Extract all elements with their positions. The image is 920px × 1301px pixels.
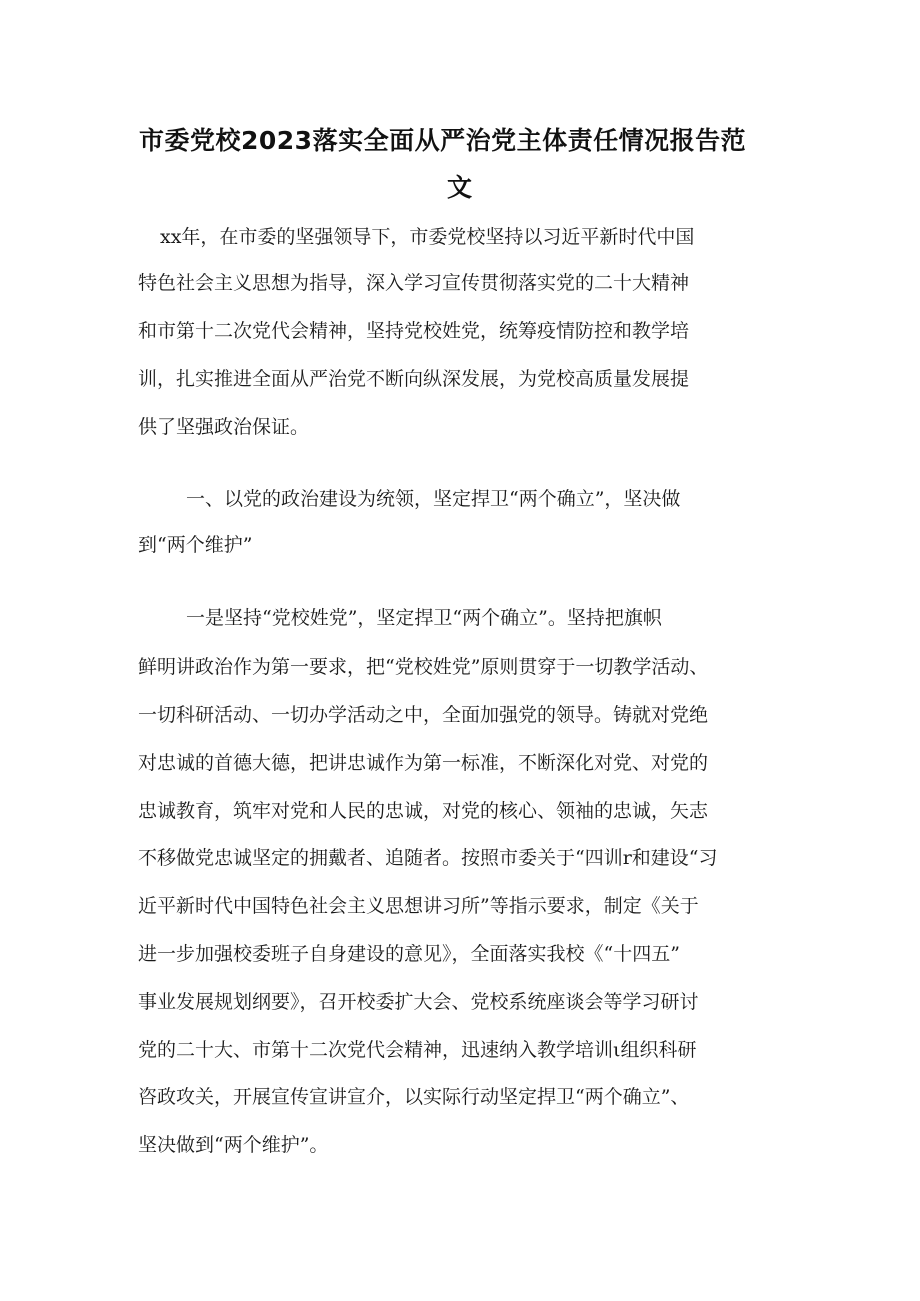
paragraph-3-line-10: 党的二十大、市第十二次党代会精神，迅速纳入教学培训ι组织科研 (138, 1039, 697, 1061)
paragraph-1-line-1: xx年，在市委的坚强领导下，市委党校坚持以习近平新时代中国 (160, 226, 695, 248)
paragraph-1-line-3: 和市第十二次党代会精神，坚持党校姓党，统筹疫情防控和教学培 (138, 320, 690, 342)
paragraph-3-line-4: 对忠诚的首德大德，把讲忠诚作为第一标准，不断深化对党、对党的 (138, 752, 709, 774)
document-title-line-2: 文 (447, 173, 473, 202)
paragraph-3-line-5: 忠诚教育，筑牢对党和人民的忠诚，对党的核心、领袖的忠诚，矢志 (138, 800, 709, 822)
paragraph-3-line-2: 鲜明讲政治作为第一要求，把“党校姓党”原则贯穿于一切教学活动、 (138, 656, 709, 678)
paragraph-3-line-8: 进一步加强校委班子自身建设的意见》，全面落实我校《“十四五” (138, 943, 680, 965)
paragraph-3-line-1: 一是坚持“党校姓党”，坚定捍卫“两个确立”。坚持把旗帜 (186, 607, 662, 629)
paragraph-3-line-7: 近平新时代中国特色社会主义思想讲习所”等指示要求，制定《关于 (138, 895, 699, 917)
paragraph-3-line-11: 咨政攻关，开展宣传宣讲宣介，以实际行动坚定捍卫“两个确立”、 (138, 1086, 690, 1108)
paragraph-3-line-12: 坚决做到“两个维护”。 (138, 1134, 329, 1156)
document-title-line-1: 市委党校2023落实全面从严治党主体责任情况报告范 (139, 126, 747, 155)
paragraph-1-line-2: 特色社会主义思想为指导，深入学习宣传贯彻落实党的二十大精神 (138, 272, 690, 294)
section-heading-line-2: 到“两个维护” (138, 534, 253, 556)
paragraph-3-line-6: 不移做党忠诚坚定的拥戴者、追随者。按照市委关于“四训r和建设“习 (138, 847, 718, 869)
paragraph-1-line-5: 供了坚强政治保证。 (138, 416, 310, 438)
paragraph-3-line-3: 一切科研活动、一切办学活动之中，全面加强党的领导。铸就对党绝 (138, 704, 709, 726)
paragraph-3-line-9: 事业发展规划纲要》，召开校委扩大会、党校系统座谈会等学习研讨 (138, 991, 699, 1013)
section-heading-line-1: 一、以党的政治建设为统领，坚定捍卫“两个确立”，坚决做 (186, 488, 681, 510)
paragraph-1-line-4: 训，扎实推进全面从严治党不断向纵深发展，为党校高质量发展提 (138, 368, 690, 390)
